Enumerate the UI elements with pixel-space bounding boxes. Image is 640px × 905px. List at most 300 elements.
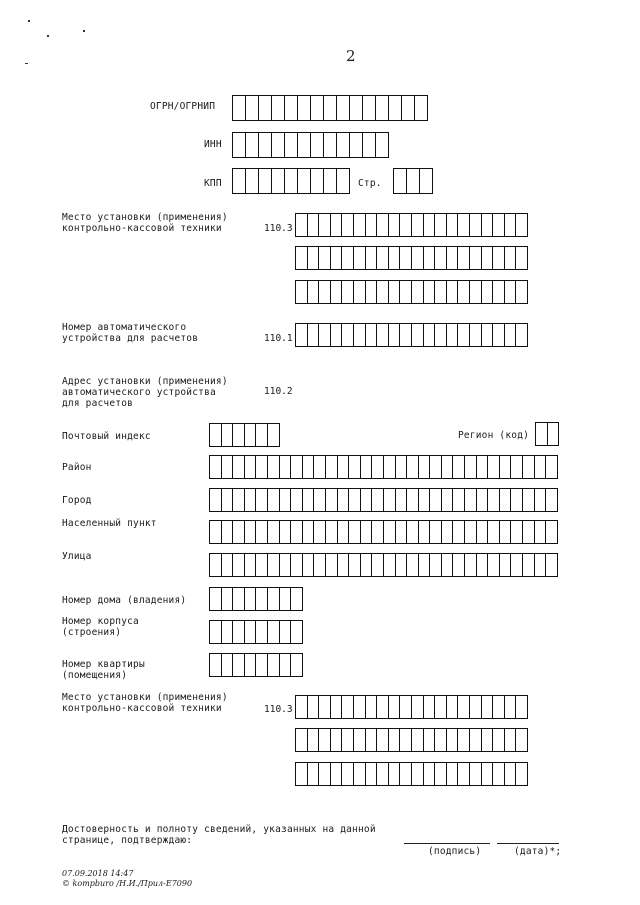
char-cell[interactable]: [366, 323, 378, 347]
char-cell[interactable]: [272, 95, 285, 121]
char-cell[interactable]: [516, 246, 528, 270]
char-cell[interactable]: [493, 280, 505, 304]
char-cell[interactable]: [396, 455, 408, 479]
char-cell[interactable]: [435, 246, 447, 270]
char-cell[interactable]: [384, 488, 396, 512]
char-cell[interactable]: [256, 455, 268, 479]
char-cell[interactable]: [349, 520, 361, 544]
char-cell[interactable]: [233, 95, 246, 121]
char-cell[interactable]: [342, 695, 354, 719]
char-cell[interactable]: [384, 455, 396, 479]
char-cell[interactable]: [349, 455, 361, 479]
char-cell[interactable]: [324, 132, 337, 158]
char-cell[interactable]: [435, 762, 447, 786]
kkt-place-1-row-2[interactable]: [295, 246, 528, 270]
char-cell[interactable]: [308, 695, 320, 719]
char-cell[interactable]: [400, 762, 412, 786]
char-cell[interactable]: [420, 168, 433, 194]
char-cell[interactable]: [500, 553, 512, 577]
char-cell[interactable]: [314, 520, 326, 544]
char-cell[interactable]: [424, 246, 436, 270]
char-cell[interactable]: [430, 455, 442, 479]
char-cell[interactable]: [488, 553, 500, 577]
char-cell[interactable]: [303, 455, 315, 479]
char-cell[interactable]: [523, 455, 535, 479]
char-cell[interactable]: [210, 553, 222, 577]
char-cell[interactable]: [412, 762, 424, 786]
char-cell[interactable]: [376, 95, 389, 121]
locality-field[interactable]: [209, 520, 558, 544]
char-cell[interactable]: [435, 323, 447, 347]
apartment-field[interactable]: [209, 653, 303, 677]
char-cell[interactable]: [308, 213, 320, 237]
char-cell[interactable]: [268, 587, 280, 611]
char-cell[interactable]: [210, 653, 222, 677]
char-cell[interactable]: [470, 762, 482, 786]
char-cell[interactable]: [363, 132, 376, 158]
char-cell[interactable]: [376, 132, 389, 158]
char-cell[interactable]: [548, 422, 560, 446]
char-cell[interactable]: [493, 246, 505, 270]
char-cell[interactable]: [291, 488, 303, 512]
char-cell[interactable]: [377, 695, 389, 719]
char-cell[interactable]: [500, 488, 512, 512]
char-cell[interactable]: [338, 488, 350, 512]
char-cell[interactable]: [505, 728, 517, 752]
char-cell[interactable]: [465, 455, 477, 479]
char-cell[interactable]: [233, 653, 245, 677]
char-cell[interactable]: [482, 246, 494, 270]
char-cell[interactable]: [354, 246, 366, 270]
char-cell[interactable]: [389, 280, 401, 304]
char-cell[interactable]: [447, 695, 459, 719]
char-cell[interactable]: [511, 520, 523, 544]
char-cell[interactable]: [259, 132, 272, 158]
char-cell[interactable]: [337, 132, 350, 158]
char-cell[interactable]: [308, 323, 320, 347]
char-cell[interactable]: [319, 280, 331, 304]
char-cell[interactable]: [245, 488, 257, 512]
char-cell[interactable]: [298, 95, 311, 121]
char-cell[interactable]: [482, 762, 494, 786]
char-cell[interactable]: [259, 95, 272, 121]
char-cell[interactable]: [465, 553, 477, 577]
char-cell[interactable]: [488, 455, 500, 479]
char-cell[interactable]: [342, 728, 354, 752]
char-cell[interactable]: [291, 553, 303, 577]
char-cell[interactable]: [389, 695, 401, 719]
char-cell[interactable]: [412, 323, 424, 347]
char-cell[interactable]: [296, 728, 308, 752]
char-cell[interactable]: [412, 246, 424, 270]
char-cell[interactable]: [482, 213, 494, 237]
char-cell[interactable]: [400, 246, 412, 270]
char-cell[interactable]: [396, 488, 408, 512]
char-cell[interactable]: [245, 423, 257, 447]
char-cell[interactable]: [280, 488, 292, 512]
char-cell[interactable]: [458, 246, 470, 270]
char-cell[interactable]: [303, 553, 315, 577]
char-cell[interactable]: [493, 762, 505, 786]
char-cell[interactable]: [296, 213, 308, 237]
char-cell[interactable]: [389, 762, 401, 786]
char-cell[interactable]: [453, 488, 465, 512]
char-cell[interactable]: [477, 520, 489, 544]
char-cell[interactable]: [222, 620, 234, 644]
char-cell[interactable]: [326, 520, 338, 544]
char-cell[interactable]: [338, 553, 350, 577]
char-cell[interactable]: [233, 488, 245, 512]
char-cell[interactable]: [308, 728, 320, 752]
char-cell[interactable]: [511, 553, 523, 577]
char-cell[interactable]: [415, 95, 428, 121]
char-cell[interactable]: [308, 762, 320, 786]
char-cell[interactable]: [319, 728, 331, 752]
char-cell[interactable]: [372, 455, 384, 479]
char-cell[interactable]: [430, 488, 442, 512]
char-cell[interactable]: [546, 520, 558, 544]
char-cell[interactable]: [222, 455, 234, 479]
char-cell[interactable]: [314, 553, 326, 577]
char-cell[interactable]: [319, 246, 331, 270]
char-cell[interactable]: [233, 587, 245, 611]
char-cell[interactable]: [222, 587, 234, 611]
char-cell[interactable]: [482, 728, 494, 752]
char-cell[interactable]: [311, 132, 324, 158]
char-cell[interactable]: [245, 587, 257, 611]
char-cell[interactable]: [319, 695, 331, 719]
char-cell[interactable]: [477, 553, 489, 577]
char-cell[interactable]: [511, 488, 523, 512]
char-cell[interactable]: [268, 520, 280, 544]
char-cell[interactable]: [366, 762, 378, 786]
char-cell[interactable]: [233, 520, 245, 544]
char-cell[interactable]: [222, 653, 234, 677]
char-cell[interactable]: [246, 95, 259, 121]
char-cell[interactable]: [447, 246, 459, 270]
char-cell[interactable]: [331, 246, 343, 270]
char-cell[interactable]: [285, 95, 298, 121]
char-cell[interactable]: [424, 762, 436, 786]
char-cell[interactable]: [342, 323, 354, 347]
char-cell[interactable]: [280, 455, 292, 479]
char-cell[interactable]: [435, 213, 447, 237]
char-cell[interactable]: [291, 520, 303, 544]
char-cell[interactable]: [354, 213, 366, 237]
char-cell[interactable]: [470, 246, 482, 270]
char-cell[interactable]: [493, 728, 505, 752]
char-cell[interactable]: [505, 323, 517, 347]
char-cell[interactable]: [400, 728, 412, 752]
char-cell[interactable]: [361, 488, 373, 512]
char-cell[interactable]: [285, 132, 298, 158]
char-cell[interactable]: [268, 653, 280, 677]
char-cell[interactable]: [337, 95, 350, 121]
char-cell[interactable]: [342, 762, 354, 786]
char-cell[interactable]: [326, 488, 338, 512]
char-cell[interactable]: [338, 520, 350, 544]
char-cell[interactable]: [407, 553, 419, 577]
char-cell[interactable]: [366, 695, 378, 719]
char-cell[interactable]: [272, 132, 285, 158]
char-cell[interactable]: [331, 213, 343, 237]
kkt-place-2-row-3[interactable]: [295, 762, 528, 786]
char-cell[interactable]: [511, 455, 523, 479]
char-cell[interactable]: [477, 488, 489, 512]
char-cell[interactable]: [222, 488, 234, 512]
char-cell[interactable]: [535, 520, 547, 544]
char-cell[interactable]: [349, 488, 361, 512]
street-field[interactable]: [209, 553, 558, 577]
char-cell[interactable]: [233, 455, 245, 479]
char-cell[interactable]: [424, 323, 436, 347]
char-cell[interactable]: [298, 132, 311, 158]
char-cell[interactable]: [280, 653, 292, 677]
char-cell[interactable]: [363, 95, 376, 121]
char-cell[interactable]: [400, 213, 412, 237]
district-field[interactable]: [209, 455, 558, 479]
char-cell[interactable]: [222, 520, 234, 544]
char-cell[interactable]: [233, 553, 245, 577]
char-cell[interactable]: [372, 488, 384, 512]
char-cell[interactable]: [296, 280, 308, 304]
char-cell[interactable]: [400, 280, 412, 304]
char-cell[interactable]: [447, 280, 459, 304]
char-cell[interactable]: [505, 762, 517, 786]
char-cell[interactable]: [493, 323, 505, 347]
char-cell[interactable]: [324, 95, 337, 121]
char-cell[interactable]: [377, 728, 389, 752]
char-cell[interactable]: [319, 213, 331, 237]
char-cell[interactable]: [326, 553, 338, 577]
char-cell[interactable]: [536, 422, 548, 446]
char-cell[interactable]: [268, 488, 280, 512]
char-cell[interactable]: [435, 728, 447, 752]
char-cell[interactable]: [500, 455, 512, 479]
ogrn-field[interactable]: [232, 95, 428, 121]
char-cell[interactable]: [458, 323, 470, 347]
char-cell[interactable]: [210, 587, 222, 611]
char-cell[interactable]: [377, 213, 389, 237]
char-cell[interactable]: [354, 728, 366, 752]
char-cell[interactable]: [470, 728, 482, 752]
char-cell[interactable]: [389, 213, 401, 237]
char-cell[interactable]: [268, 553, 280, 577]
char-cell[interactable]: [458, 213, 470, 237]
char-cell[interactable]: [453, 553, 465, 577]
char-cell[interactable]: [354, 323, 366, 347]
char-cell[interactable]: [272, 168, 285, 194]
char-cell[interactable]: [424, 728, 436, 752]
char-cell[interactable]: [447, 762, 459, 786]
char-cell[interactable]: [396, 553, 408, 577]
char-cell[interactable]: [535, 455, 547, 479]
char-cell[interactable]: [523, 520, 535, 544]
char-cell[interactable]: [291, 620, 303, 644]
kkt-place-2-row-1[interactable]: [295, 695, 528, 719]
char-cell[interactable]: [245, 455, 257, 479]
char-cell[interactable]: [442, 488, 454, 512]
char-cell[interactable]: [337, 168, 350, 194]
char-cell[interactable]: [493, 213, 505, 237]
char-cell[interactable]: [291, 455, 303, 479]
char-cell[interactable]: [268, 423, 280, 447]
char-cell[interactable]: [256, 553, 268, 577]
char-cell[interactable]: [256, 620, 268, 644]
char-cell[interactable]: [245, 520, 257, 544]
char-cell[interactable]: [400, 323, 412, 347]
char-cell[interactable]: [424, 213, 436, 237]
char-cell[interactable]: [412, 728, 424, 752]
house-field[interactable]: [209, 587, 303, 611]
char-cell[interactable]: [280, 587, 292, 611]
char-cell[interactable]: [505, 246, 517, 270]
kkt-place-1-row-1[interactable]: [295, 213, 528, 237]
char-cell[interactable]: [442, 455, 454, 479]
char-cell[interactable]: [546, 553, 558, 577]
char-cell[interactable]: [523, 488, 535, 512]
char-cell[interactable]: [407, 488, 419, 512]
char-cell[interactable]: [477, 455, 489, 479]
char-cell[interactable]: [419, 488, 431, 512]
char-cell[interactable]: [366, 246, 378, 270]
char-cell[interactable]: [210, 620, 222, 644]
char-cell[interactable]: [435, 280, 447, 304]
char-cell[interactable]: [256, 653, 268, 677]
char-cell[interactable]: [458, 728, 470, 752]
char-cell[interactable]: [342, 213, 354, 237]
char-cell[interactable]: [419, 455, 431, 479]
char-cell[interactable]: [319, 323, 331, 347]
char-cell[interactable]: [430, 520, 442, 544]
char-cell[interactable]: [324, 168, 337, 194]
char-cell[interactable]: [470, 280, 482, 304]
char-cell[interactable]: [493, 695, 505, 719]
char-cell[interactable]: [233, 620, 245, 644]
char-cell[interactable]: [331, 323, 343, 347]
char-cell[interactable]: [402, 95, 415, 121]
char-cell[interactable]: [210, 423, 222, 447]
char-cell[interactable]: [233, 423, 245, 447]
char-cell[interactable]: [350, 95, 363, 121]
char-cell[interactable]: [505, 213, 517, 237]
char-cell[interactable]: [350, 132, 363, 158]
char-cell[interactable]: [256, 587, 268, 611]
char-cell[interactable]: [389, 323, 401, 347]
char-cell[interactable]: [516, 695, 528, 719]
char-cell[interactable]: [470, 323, 482, 347]
char-cell[interactable]: [311, 95, 324, 121]
char-cell[interactable]: [342, 246, 354, 270]
char-cell[interactable]: [516, 323, 528, 347]
char-cell[interactable]: [482, 695, 494, 719]
char-cell[interactable]: [246, 132, 259, 158]
char-cell[interactable]: [303, 520, 315, 544]
char-cell[interactable]: [500, 520, 512, 544]
char-cell[interactable]: [233, 168, 246, 194]
char-cell[interactable]: [285, 168, 298, 194]
char-cell[interactable]: [442, 553, 454, 577]
kkt-place-1-row-3[interactable]: [295, 280, 528, 304]
char-cell[interactable]: [319, 762, 331, 786]
char-cell[interactable]: [535, 553, 547, 577]
page-field[interactable]: [393, 168, 433, 194]
char-cell[interactable]: [233, 132, 246, 158]
char-cell[interactable]: [465, 520, 477, 544]
device-number-field[interactable]: [295, 323, 528, 347]
char-cell[interactable]: [482, 280, 494, 304]
char-cell[interactable]: [354, 280, 366, 304]
char-cell[interactable]: [291, 587, 303, 611]
char-cell[interactable]: [210, 455, 222, 479]
char-cell[interactable]: [338, 455, 350, 479]
char-cell[interactable]: [516, 728, 528, 752]
char-cell[interactable]: [296, 323, 308, 347]
char-cell[interactable]: [389, 246, 401, 270]
char-cell[interactable]: [442, 520, 454, 544]
char-cell[interactable]: [298, 168, 311, 194]
char-cell[interactable]: [361, 455, 373, 479]
char-cell[interactable]: [458, 762, 470, 786]
kpp-field[interactable]: [232, 168, 350, 194]
building-field[interactable]: [209, 620, 303, 644]
char-cell[interactable]: [296, 246, 308, 270]
char-cell[interactable]: [210, 488, 222, 512]
char-cell[interactable]: [280, 553, 292, 577]
inn-field[interactable]: [232, 132, 389, 158]
char-cell[interactable]: [470, 213, 482, 237]
char-cell[interactable]: [245, 653, 257, 677]
char-cell[interactable]: [384, 553, 396, 577]
char-cell[interactable]: [470, 695, 482, 719]
char-cell[interactable]: [372, 520, 384, 544]
char-cell[interactable]: [435, 695, 447, 719]
char-cell[interactable]: [361, 520, 373, 544]
char-cell[interactable]: [222, 553, 234, 577]
char-cell[interactable]: [523, 553, 535, 577]
char-cell[interactable]: [516, 762, 528, 786]
char-cell[interactable]: [314, 455, 326, 479]
char-cell[interactable]: [256, 520, 268, 544]
char-cell[interactable]: [488, 488, 500, 512]
char-cell[interactable]: [377, 280, 389, 304]
char-cell[interactable]: [326, 455, 338, 479]
char-cell[interactable]: [372, 553, 384, 577]
char-cell[interactable]: [296, 695, 308, 719]
char-cell[interactable]: [314, 488, 326, 512]
char-cell[interactable]: [516, 280, 528, 304]
char-cell[interactable]: [308, 246, 320, 270]
char-cell[interactable]: [419, 520, 431, 544]
char-cell[interactable]: [331, 728, 343, 752]
char-cell[interactable]: [308, 280, 320, 304]
char-cell[interactable]: [447, 323, 459, 347]
char-cell[interactable]: [361, 553, 373, 577]
char-cell[interactable]: [396, 520, 408, 544]
char-cell[interactable]: [245, 553, 257, 577]
char-cell[interactable]: [384, 520, 396, 544]
char-cell[interactable]: [268, 620, 280, 644]
char-cell[interactable]: [535, 488, 547, 512]
char-cell[interactable]: [280, 620, 292, 644]
char-cell[interactable]: [400, 695, 412, 719]
char-cell[interactable]: [331, 695, 343, 719]
char-cell[interactable]: [424, 280, 436, 304]
char-cell[interactable]: [412, 695, 424, 719]
char-cell[interactable]: [465, 488, 477, 512]
char-cell[interactable]: [210, 520, 222, 544]
char-cell[interactable]: [331, 762, 343, 786]
